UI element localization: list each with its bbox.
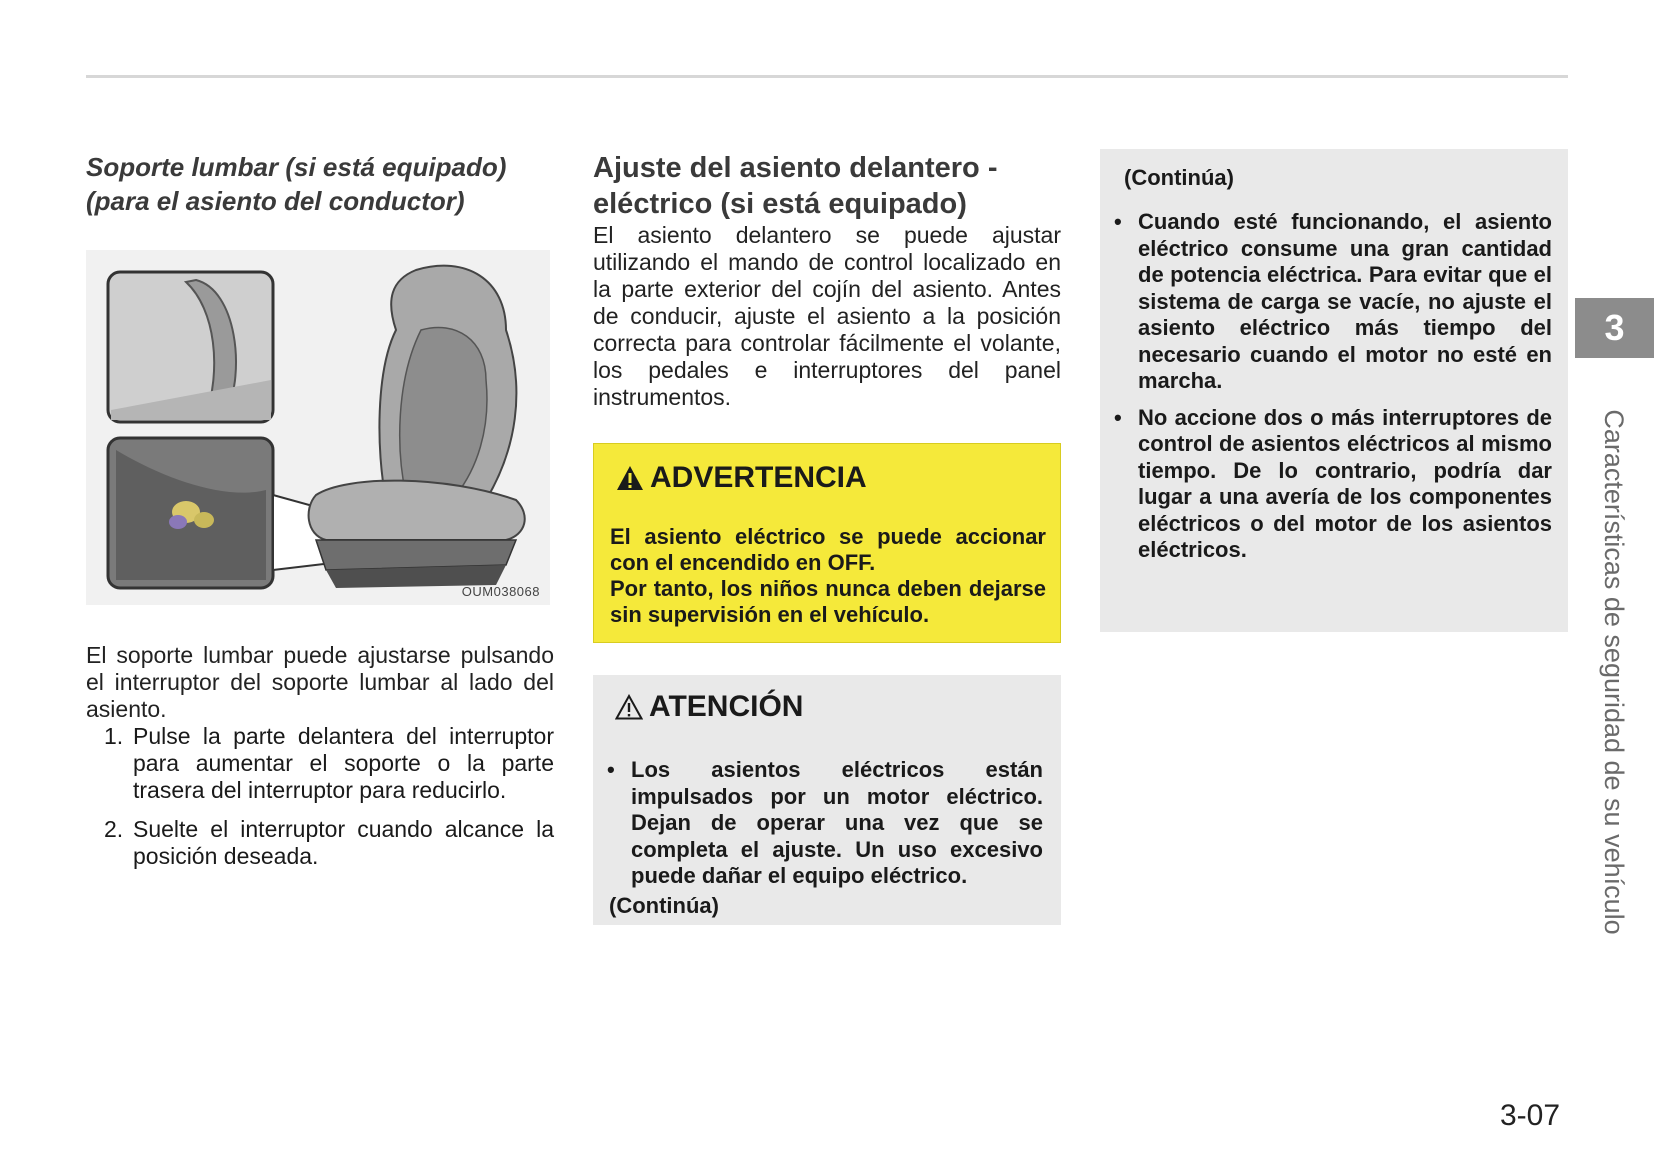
list-item: [1100, 209, 1552, 395]
list-item: [86, 816, 554, 870]
left-column: [86, 150, 554, 869]
bullet-text: Cuando esté funcionando, el asiento eléctrico consume una gran cantidad de potencia eléctrica. Para evitar que el sistema de carga se vacíe, no ajuste el asiento eléctrico más tiempo del necesario cuando el motor no esté en marcha.: [1138, 209, 1552, 393]
bullet-dot: •: [607, 757, 615, 782]
lumbar-title: [86, 150, 554, 218]
attention-heading-text: ATENCIÓN: [649, 690, 804, 723]
list-item: [593, 757, 1043, 890]
warning-line2: Por tanto, los niños nunca deben dejarse sin supervisión en el vehículo.: [610, 576, 1046, 627]
continued-bullets: [1100, 209, 1552, 574]
warning-heading-text: ADVERTENCIA: [650, 461, 867, 494]
continued-note-box: [1100, 149, 1568, 632]
lumbar-steps: [86, 723, 554, 882]
warning-triangle-icon: [616, 465, 644, 491]
lumbar-intro: El soporte lumbar puede ajustarse pulsando el interruptor del soporte lumbar al lado del asiento.: [86, 642, 554, 722]
warning-text: [610, 524, 1046, 628]
seat-illustration: [86, 250, 550, 605]
lumbar-title-line2: (para el asiento del conductor): [86, 186, 465, 216]
step-number: 1.: [104, 723, 124, 749]
figure-code: OUM038068: [461, 584, 540, 599]
section-title-line2: eléctrico (si está equipado): [593, 188, 967, 220]
attention-box: [593, 675, 1061, 925]
middle-column: [593, 150, 1061, 918]
continued-label: (Continúa): [1124, 165, 1234, 190]
page-number: 3-07: [1500, 1099, 1561, 1132]
list-item: [86, 723, 554, 804]
step-number: 2.: [104, 816, 124, 842]
seat-illustration-drawing: [86, 250, 550, 605]
list-item: [1100, 405, 1552, 564]
bullet-text: Los asientos eléctricos están impulsados por un motor eléctrico. Dejan de operar una vez que se completa el ajuste. Un uso excesivo puede dañar el equipo eléctrico.: [631, 757, 1043, 888]
warning-line1: El asiento eléctrico se puede accionar con el encendido en OFF.: [610, 524, 1046, 575]
section-title: [593, 150, 1061, 222]
bullet-dot: •: [1114, 209, 1122, 234]
step-text: Suelte el interruptor cuando alcance la posición deseada.: [133, 816, 554, 869]
caution-triangle-icon: [615, 694, 643, 720]
bullet-text: No accione dos o más interruptores de control de asientos eléctricos al mismo tiempo. De lo contrario, podría dar lugar a una avería de los componentes eléctricos o del motor de los asientos eléctricos.: [1138, 404, 1552, 562]
chapter-title: Características de seguridad de su vehículo: [1599, 409, 1629, 935]
attention-bullets: [593, 757, 1043, 900]
bullet-dot: •: [1114, 404, 1122, 430]
step-text: Pulse la parte delantera del interruptor para aumentar el soporte o la parte trasera del interruptor para reducirlo.: [133, 723, 554, 803]
chapter-number: 3: [1604, 307, 1625, 348]
warning-heading: [616, 460, 867, 496]
section-title-line1: Ajuste del asiento delantero -: [593, 152, 998, 184]
top-rule: [86, 75, 1568, 78]
chapter-tab: [1575, 298, 1654, 358]
continues-label: (Continúa): [609, 893, 719, 918]
warning-box: [593, 443, 1061, 643]
lumbar-title-line1: Soporte lumbar (si está equipado): [86, 152, 507, 182]
attention-heading: [615, 689, 803, 725]
section-body: El asiento delantero se puede ajustar utilizando el mando de control localizado en la parte exterior del cojín del asiento. Antes de conducir, ajuste el asiento a la posición correcta para controlar fácilmente el volante, los pedales e interruptores del panel instrumentos.: [593, 222, 1061, 410]
